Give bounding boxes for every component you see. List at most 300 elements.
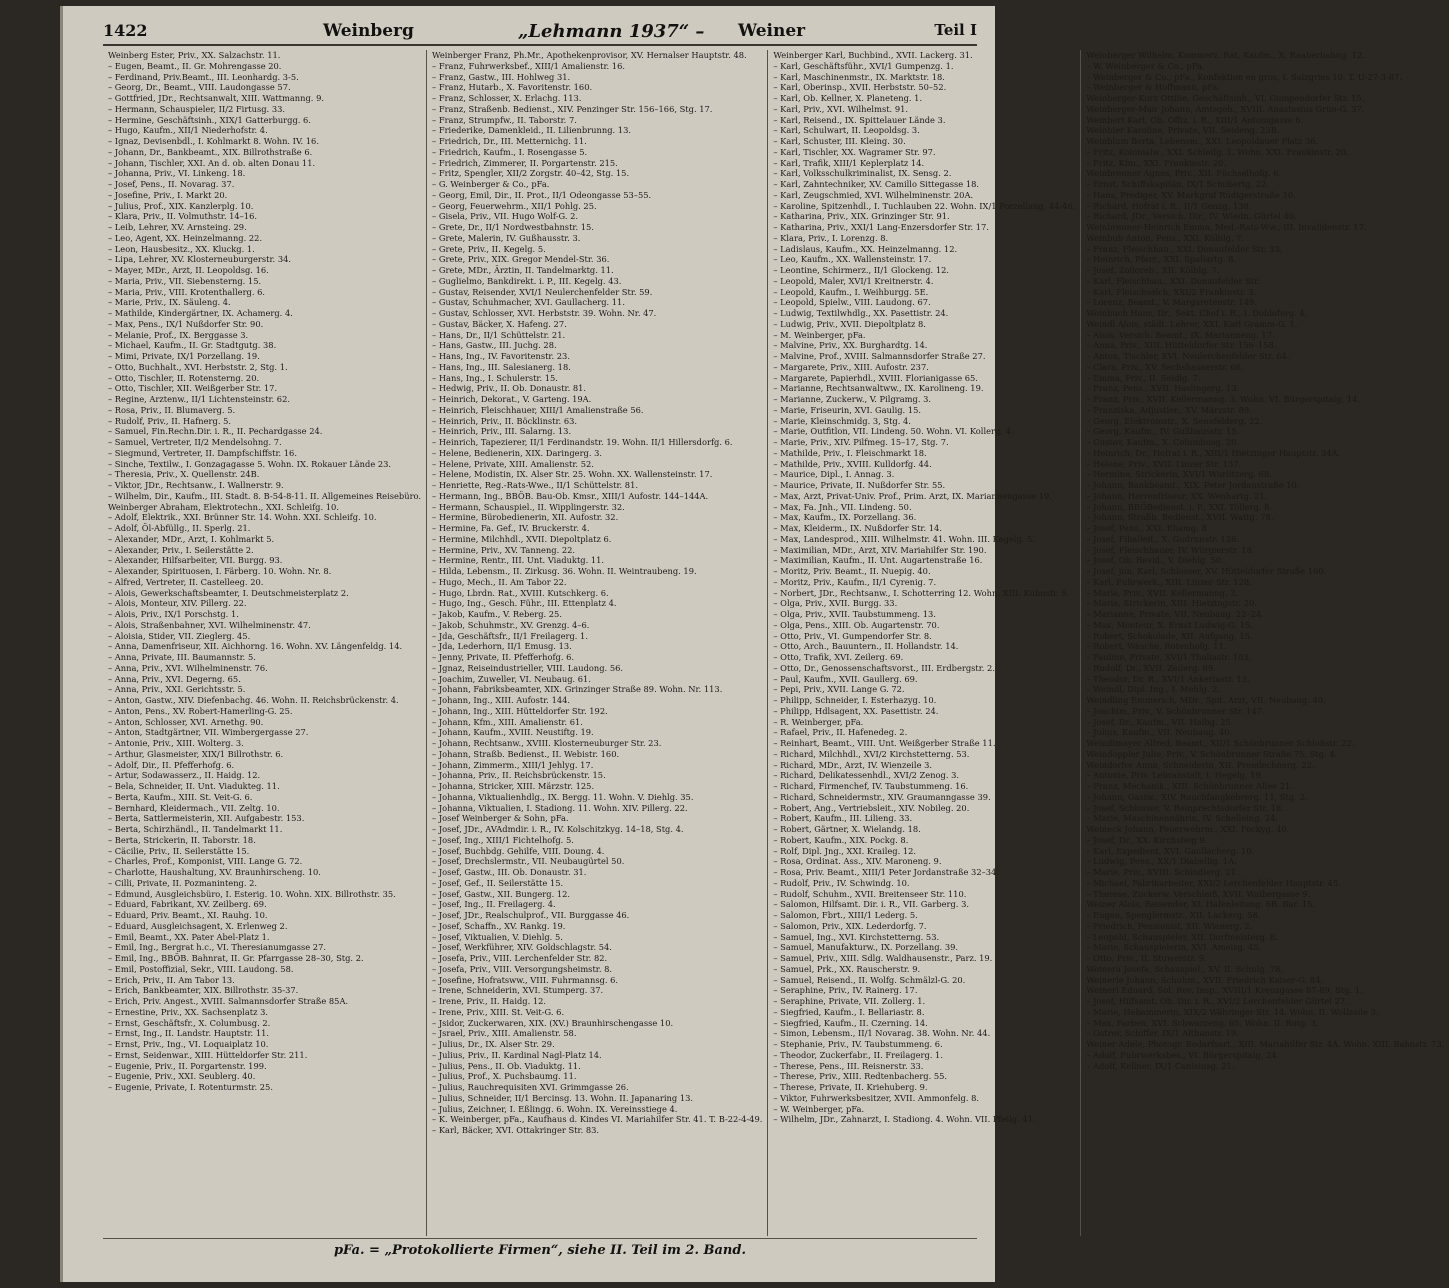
directory-entry: – Berta, Schirzhändl., II. Tandelmarkt 11.	[108, 824, 283, 834]
directory-entry: – Leopold, Kaufm., I. Weihburgg. 5E.	[773, 286, 929, 297]
directory-entry: – Rosa, Priv. Beamt., XIII/1 Peter Jordanstraße 32–34.	[773, 867, 999, 877]
directory-entry: – Theodor, Zuckerfabr., II. Freilagerg. 1.	[773, 1049, 943, 1060]
directory-entry: – Erich, Priv. Angest., XVIII. Salmannsdorfer Straße 85A.	[108, 996, 349, 1006]
directory-entry: Weinbrenner Agnes, Priv., XII. Füchselhofg. 6.	[1086, 168, 1282, 179]
directory-entry: – Otto, Buchhalt., XVI. Herbststr. 2, Stg. 1.	[108, 361, 288, 372]
directory-entry: – Rosa, Priv., II. Blumaverg. 5.	[108, 404, 236, 415]
directory-entry: – Therese, Priv., XIII. Redtenbacherg. 55.	[773, 1071, 948, 1082]
directory-entry: – Berta, Strickerin, II. Taborstr. 18.	[108, 834, 256, 845]
directory-entry: – Therese, Pens., III. Reisnerstr. 33.	[773, 1060, 924, 1071]
directory-entry: – Leontine, Schirmerz., II/1 Glockeng. 12.	[773, 265, 950, 275]
directory-entry: – Josef, Zolloreb., XII. Kölblg. 7.	[1086, 265, 1220, 275]
directory-entry: – Robert, Kaufm., XIX. Pockg. 8.	[773, 834, 909, 845]
directory-entry: Weindlmayer Alfred, Beamt., XII/1 Schönbrunner Schloßstr. 22.	[1086, 738, 1355, 748]
directory-entry: – Richard, MDr., Arzt, IV. Wienzeile 3.	[773, 759, 933, 770]
directory-entry: Weinberg Ester, Priv., XX. Salzachstr. 11.	[108, 50, 281, 60]
directory-entry: – Johann, Fabriksbeamter, XIX. Grinzinger Straße 89. Wohn. Nr. 113.	[432, 684, 723, 695]
directory-entry: Weinberger Karl, Buchbind., XVII. Lackerg. 31.	[773, 50, 973, 60]
directory-entry: – Berta, Kaufm., XIII. St. Veit-G. 6.	[108, 791, 253, 802]
directory-entry: – Hermine, Strickerin, XVI/1 Wurlitzerg. 68.	[1086, 469, 1272, 480]
directory-entry: – Franz, Pens., XVII. Haslingerg. 13.	[1086, 383, 1240, 394]
directory-entry: – Eduard, Ausgleichsagent, X. Erlenweg 2.	[108, 920, 288, 931]
directory-entry: – Gisela, Priv., VII. Hugo Wolf-G. 2.	[432, 211, 579, 222]
directory-entry: – Emil, Beamt., XX. Pater Abel-Platz 1.	[108, 931, 270, 942]
directory-entry: – Adolf, Elektrik., XXI. Brünner Str. 14. Wohn. XXI. Schleifg. 10.	[108, 512, 377, 523]
directory-entry: – Helene, Modistin, IX. Alser Str. 25. Wohn. XX. Wallensteinstr. 17.	[432, 469, 713, 480]
directory-entry: – Leib, Lehrer, XV. Arnsteing. 29.	[108, 222, 247, 232]
directory-entry: – Johann, Rechtsanw., XVIII. Klosterneuburger Str. 23.	[432, 738, 662, 748]
directory-entry: – Anna, Private, III. Baumannstr. 5.	[108, 652, 256, 662]
directory-entry: – Ignaz, Devisenbdl., I. Kohlmarkt 8. Wohn. IV. 16.	[108, 136, 319, 146]
directory-entry: – Eugenie, Private, I. Rotenturmstr. 25.	[108, 1082, 273, 1092]
directory-entry: – Marianne, Private, VII. Neubaug. 22–24.	[1086, 609, 1264, 619]
directory-entry: – Maximilian, Kaufm., II. Unt. Augartenstraße 16.	[773, 555, 983, 566]
directory-entry: – Lorenz, Beamt., V. Margaretenstr. 149.	[1086, 297, 1257, 308]
directory-entry: – Johann, Bankbeamt., XIX. Peter Jordanstraße 10.	[1086, 480, 1300, 490]
directory-entry: – Weinberger & Hoffmann, pFa.	[1086, 82, 1220, 93]
directory-entry: – Josef, Ing., II. Freilagerg. 4.	[432, 899, 556, 910]
directory-entry: – Karl, Maschinenmstr., IX. Marktstr. 18.	[773, 71, 945, 82]
directory-entry: – Leo, Agent, XX. Heinzelmanng. 22.	[108, 232, 263, 243]
directory-entry: – Sinche, Textilw., I. Gonzagagasse 5. Wohn. IX. Rokauer Lände 23.	[108, 458, 392, 469]
directory-entry: – Emil, Postoffizial, Sekr., VIII. Laudong. 58.	[108, 963, 294, 974]
page-header	[103, 20, 977, 46]
directory-entry: – Eugen, Beamt., II. Gr. Mohrengasse 20.	[108, 60, 282, 71]
directory-entry: Weinbier Karoline, Private, VII. Seideng. 23B.	[1086, 125, 1280, 136]
directory-entry: – Wilhelm, Dir., Kaufm., III. Stadt. 8. B-54-8-11. II. Allgemeines Reisebüro.	[108, 490, 422, 501]
directory-entry: – Gustav, Schuhmacher, XVI. Gaullacherg. 11.	[432, 297, 625, 308]
directory-entry: – Samuel, Ing., XVI. Kirchstetterng. 53.	[773, 931, 940, 942]
directory-entry: – Adolf, Fuhrwerksbes., VI. Bürgerspitalg. 24.	[1086, 1049, 1280, 1060]
directory-entry: – Hans, Dr., II/1 Schüttelstr. 21.	[432, 329, 566, 340]
directory-entry: – W. Weinberger & Co., pFa.	[1086, 60, 1205, 71]
directory-entry: – Jsrael, Priv., XIII. Amalienstr. 58.	[432, 1028, 577, 1039]
directory-entry: – Robert, Schokolade, XII. Aufgang. 15.	[1086, 630, 1253, 641]
directory-entry: – Josef, Schlosser, V. Reinprechtsdorfer Str. 18.	[1086, 802, 1284, 813]
directory-column-3	[767, 50, 1080, 1236]
directory-entry: – Karl, Reisend., IX. Spittelauer Lände 3.	[773, 114, 946, 125]
directory-entry: – Alois, Straßenbahner, XVI. Wilhelminenstr. 47.	[108, 619, 311, 630]
directory-entry: – Ludwig, Pens., XX/1 Diabellig. 1A.	[1086, 856, 1237, 867]
directory-entry: – Julius, Rauchrequisiten XVI. Grimmgasse 26.	[432, 1082, 629, 1092]
directory-entry: – Georg, Kaufm., IV. Gußhausstr. 15.	[1086, 426, 1240, 437]
directory-entry: – Otto, Priv., II. Stuwerstr. 9.	[1086, 953, 1207, 963]
directory-entry: – Josef, Fleischhauer, IV. Würgierstr. 18.	[1086, 544, 1255, 555]
directory-entry: – Max, Pens., IX/1 Nußdorfer Str. 90.	[108, 318, 264, 329]
directory-entry: – Pepi, Priv., XVII. Lange G. 72.	[773, 684, 905, 695]
page-footer-note: pFa. = „Protokollierte Firmen“, siehe II. Teil im 2. Band.	[103, 1238, 977, 1260]
directory-entry: – Klara, Priv., II. Volmuthstr. 14–16.	[108, 211, 258, 222]
directory-entry: – Ferdinand, Priv.Beamt., III. Leonhardg. 3-5.	[108, 71, 299, 82]
directory-entry: – Richard, Firmenchef, IV. Taubstummeng. 16.	[773, 781, 969, 791]
directory-entry: – Aloisia, Stider, VII. Zieglerg. 45.	[108, 630, 251, 641]
directory-entry: – Maria, Strickerin, XIII. Hietzingstr. 20.	[1086, 598, 1257, 609]
directory-entry: – Maximilian, MDr., Arzt, XIV. Mariahilfer Str. 190.	[773, 544, 987, 555]
directory-entry: – Seraphine, Priv., IV. Rainerg. 17.	[773, 985, 918, 996]
directory-entry: – Franz, Fuhrwerksbef., XIII/1 Amalienstr. 16.	[432, 60, 625, 71]
directory-entry: – Samuel, Manufakturw., IX. Porzellang. 39.	[773, 942, 959, 953]
directory-entry: – Anna, Damenfriseur, XII. Aichhorng. 16. Wohn. XV. Längenfeldg. 14.	[108, 641, 403, 652]
directory-entry: – Artur, Sodawasserz., II. Haidg. 12.	[108, 770, 261, 781]
directory-entry: – Heinrich, Dekorat., V. Garteng. 19A.	[432, 394, 592, 404]
directory-entry: – Arthur, Glasmeister, XIX/1 Billrothstr. 6.	[108, 748, 284, 759]
directory-entry: – Stephanie, Priv., IV. Taubstummeng. 6.	[773, 1039, 943, 1049]
directory-entry: Weinberger Franz, Ph.Mr., Apothekenprovisor, XV. Hernalser Hauptstr. 48.	[432, 50, 747, 60]
directory-entry: – Ernst, Ing., II. Landstr. Hauptstr. 11.	[108, 1028, 270, 1039]
directory-entry: – Ernestine, Priv., XX. Sachsenplatz 3.	[108, 1006, 269, 1017]
directory-entry: – Karl, Schulwart, II. Leopoldsg. 3.	[773, 125, 920, 136]
directory-entry: – Marie, Outfitlon, VII. Lindeng. 50. Wohn. VI. Kollerg. 4.	[773, 426, 1014, 437]
directory-entry: – Rudolf, Schuhm., XVII. Breitenseer Str. 110.	[773, 888, 967, 899]
directory-entry: – Eugenie, Priv., XXI. Seublerg. 40.	[108, 1071, 256, 1082]
directory-entry: – Johann, Herrenfriseur, XX. Wenhartg. 21.	[1086, 490, 1268, 501]
directory-entry: – Heinrich, Pfarr., XXI. Spallartg. 8.	[1086, 254, 1237, 265]
directory-entry: – Hermine, Priv., XV. Tanneng. 22.	[432, 544, 576, 555]
directory-entry: – Hilda, Lebensm., II. Zirkusg. 36. Wohn. II. Weintraubeng. 19.	[432, 566, 697, 576]
directory-entry: – Josef, Drechslermstr., VII. Neubaugürtel 50.	[432, 856, 625, 867]
directory-entry: – Jakob, Schuhmstr., XV. Grenzg. 4–6.	[432, 619, 590, 630]
right-running-head: Weiner	[738, 21, 806, 41]
directory-entry: – Johann, Dr., Bankbeamt., XIX. Billrothstraße 6.	[108, 146, 313, 157]
directory-entry: – Otto, Trafik, XVI. Zeilerg. 69.	[773, 652, 904, 662]
directory-entry: – Therese, Zuckerw. Verschleiß, XVII. Waibergasse 9.	[1086, 888, 1311, 899]
directory-entry: Weindorfer Anna, Schneiderin, XII. Premlechnerg. 22.	[1086, 759, 1315, 770]
directory-entry: – Grete, MDr., Ärztin, II. Tandelmarktg. 11.	[432, 265, 614, 275]
directory-entry: – Fritz, Kfm., XXI. Frankinstr. 20.	[1086, 157, 1227, 168]
directory-entry: – Viktor, Fuhrwerksbesitzer, XVII. Ammonfelg. 8.	[773, 1092, 980, 1103]
directory-entry: – Anton, Pens., XV. Robert-Hamerling-G. 25.	[108, 705, 293, 716]
directory-entry: – Robert, Ang., Vertriebsleit., XIV. Nobileg. 20.	[773, 802, 970, 813]
directory-entry: – Karoline, Spitzenhdl., I. Tuchlauben 22. Wohn. IX/1 Porzellang. 44-46.	[773, 200, 1076, 211]
directory-entry: – Wilhelm, JDr., Zahnarzt, I. Stadiong. 4. Wohn. VII. Pfeilg. 41.	[773, 1114, 1036, 1125]
directory-entry: Weinbert Karl, Ob. Offiz. i. R., XIII/1 Antonigasse 6.	[1086, 114, 1304, 125]
directory-entry: – Reinhart, Beamt., VIII. Unt. Weißgerber Straße 11.	[773, 738, 996, 748]
directory-entry: – Samuel, Fin.Rechn.Dir. i. R., II. Pechardgasse 24.	[108, 426, 323, 437]
directory-entry: – Alois, Gewerkschaftsbeamter, I. Deutschmeisterplatz 2.	[108, 587, 349, 598]
directory-entry: – Julius, Kaufm., VII. Neubaug. 40.	[1086, 727, 1233, 738]
directory-entry: – Gottfried, JDr., Rechtsanwalt, XIII. Wattmanng. 9.	[108, 93, 324, 103]
directory-entry: – Seraphine, Private, VII. Zollerg. 1.	[773, 996, 926, 1006]
directory-entry: – Salomon, Priv., XIX. Lederdorfg. 7.	[773, 920, 927, 931]
directory-entry: – Robert, Wäsche, Rotenhofg. 11.	[1086, 641, 1227, 652]
directory-entry: – Erich, Priv., II. Am Tabor 13.	[108, 974, 235, 985]
directory-entry: – Joachim, Zuweller, VI. Neubaug. 61.	[432, 673, 591, 684]
directory-entry: – Julius, Prof., XIX. Kanzlerplg. 10.	[108, 200, 254, 211]
directory-entry: – Jda, Lederhorn, II/1 Emusg. 13.	[432, 641, 572, 652]
directory-entry: – Theodor, Dr. R., XVI/1 Ankerlastr. 13.	[1086, 673, 1250, 684]
directory-entry: – Franz, Schlosser, X. Erlachg. 113.	[432, 93, 582, 103]
directory-entry: – Anna, Priv., XIII. Hütteldorfer Str. 156–158.	[1086, 340, 1277, 351]
directory-entry: Weindoppler Julie, Priv., V. Schönbrunner Straße 75, Stg. 4.	[1086, 748, 1338, 759]
directory-entry: – Samuel, Prk., XX. Rauscherstr. 9.	[773, 963, 921, 974]
directory-entry: – K. Weinberger, pFa., Kaufhaus d. Kindes VI. Mariahilfer Str. 41. T. B-22-4-49.	[432, 1114, 763, 1125]
directory-entry: – Johann, BBÖBedienst. i. P., XXI. Töllerg. 8.	[1086, 501, 1272, 512]
directory-entry: – Heinrich, Fleischhauer, XIII/1 Amalienstraße 56.	[432, 404, 644, 415]
directory-entry: – Johann, Ing., XIII. Hütteldorfer Str. 192.	[432, 705, 608, 716]
directory-entry: – Leon, Hausbesitz., XX. Kluckg. 1.	[108, 243, 255, 254]
directory-entry: – Josef, Gastw., III. Ob. Donaustr. 31.	[432, 867, 587, 877]
directory-entry: – Olga, Pens., XIII. Ob. Augartenstr. 70.	[773, 619, 940, 630]
directory-entry: – Hugo, Mech., II. Am Tabor 22.	[432, 576, 567, 587]
directory-entry: – Julius, Schneider, II/1 Bercinsg. 13. Wohn. II. Japanaring 13.	[432, 1092, 694, 1103]
directory-entry: – Alfred, Vertreter, II. Castelleeg. 20.	[108, 576, 264, 587]
directory-entry: – Friedrich, Kaufm., I. Rosengasse 5.	[432, 146, 588, 157]
directory-entry: – Max, Landesprod., XIII. Wilhelmstr. 41. Wohn. III. Kegelg. 5.	[773, 533, 1035, 544]
directory-entry: – Karl, Bäcker, XVI. Ottakringer Str. 83.	[432, 1125, 600, 1135]
directory-entry: – Eduard, Fabrikant, XV. Zeilberg. 69.	[108, 899, 267, 910]
directory-entry: – Alois, Priv., IX/1 Porschstg. 1.	[108, 609, 239, 619]
directory-entry: – Robert, Kaufm., III. Lilieng. 33.	[773, 813, 913, 824]
directory-entry: – Heinrich, Tapezierer, II/1 Ferdinandstr. 19. Wohn. II/1 Hillersdorfg. 6.	[432, 437, 733, 447]
directory-entry: – Hugo, Kaufm., XII/1 Niederhofstr. 4.	[108, 125, 268, 136]
directory-entry: – Hans, Prediger, XV. Markgraf Rüdigerstraße 10.	[1086, 189, 1296, 200]
directory-column-1	[103, 50, 426, 1236]
directory-entry: – Marie, Kleinschmidg. 3, Stg. 4.	[773, 415, 911, 426]
directory-entry: – Moritz, Priv., Kaufm., II/1 Cyrenig. 7.	[773, 576, 937, 587]
directory-entry: – Richard, JDr., Versich. Dir., IV. Wiedn. Gürtel 40.	[1086, 211, 1297, 222]
directory-entry: – Charlotte, Haushaltung, XV. Braunhirscheng. 10.	[108, 867, 321, 877]
directory-entry: Weinera Josefa, Schauspiel., XV. II. Schulg. 78.	[1086, 963, 1284, 974]
directory-entry: – Josef, JDr., AVAdmdir. i. R., IV. Kolschitzkyg. 14–18, Stg. 4.	[432, 824, 684, 834]
directory-entry: – Maurice, Private, II. Nußdorfer Str. 55.	[773, 480, 946, 490]
directory-entry: – Max, Monteur, X. Ernst Ludwig-G. 15.	[1086, 619, 1253, 630]
directory-entry: – Johann, Zimmerm., XIII/1 Jehlyg. 17.	[432, 759, 594, 770]
directory-entry: – Malvine, Prof., XVIII. Salmannsdorfer Straße 27.	[773, 351, 986, 361]
directory-entry: – Margarete, Papierhdl., XVIII. Florianigasse 65.	[773, 372, 978, 383]
directory-entry: – Lipa, Lehrer, XV. Klosterneuburgerstr. 34.	[108, 254, 292, 265]
directory-entry: – Josef, Ob. Revid., V. Diehlg. 50.	[1086, 555, 1224, 566]
directory-entry: – Johann, Straßb. Bedienst., II. Webistr. 160.	[432, 748, 620, 759]
directory-entry: – Erich, Bankbeamter, XIX. Billrothstr. 35-37.	[108, 985, 299, 996]
directory-entry: – Georg, Elektromstr., X. Senefelderg. 22.	[1086, 415, 1263, 426]
directory-entry: – Otto, Dr., Genossenschaftsvorst., III. Erdbergstr. 2.	[773, 662, 995, 673]
directory-entry: – Marie, Priv., IX. Säuleng. 4.	[108, 297, 231, 308]
directory-entry: – Ernst, Seidenwar., XIII. Hütteldorfer Str. 211.	[108, 1049, 308, 1060]
directory-entry: – Georg, Emil, Dir., II. Prot., II/1 Odeongasse 53–55.	[432, 189, 652, 200]
directory-entry: – Mathilde, Kindergärtner, IX. Achamerg. 4.	[108, 308, 293, 318]
directory-entry: – Richard, Delikatessenhdl., XVI/2 Zenog. 3.	[773, 770, 960, 781]
directory-entry: – Malvine, Priv., XX. Burghardtg. 14.	[773, 340, 928, 351]
directory-entry: – Josef, JDr., Realschulprof., VII. Burggasse 46.	[432, 910, 630, 920]
directory-entry: – Pauline, Private, XVI/1 Thaliastr. 103.	[1086, 652, 1252, 662]
directory-entry: Weinberger-Mair Johann, Amtsgeh., XVIII. Anastasius Grün-G. 37.	[1086, 103, 1365, 114]
directory-entry: – Julius, Pens., II. Ob. Viaduktg. 11.	[432, 1060, 581, 1071]
directory-entry: – Antonie, Priv. Lehranstalt, I. Hegelg. 19.	[1086, 770, 1264, 781]
directory-entry: – Gustav, Kaufm., X. Columbusg. 20.	[1086, 437, 1240, 447]
directory-entry: – Emma, Priv., II. Seidlg. 7.	[1086, 372, 1201, 383]
directory-entry: – Hermine, Rentr., III. Unt. Viaduktg. 11.	[432, 555, 605, 566]
directory-entry: – Johann, Kaufm., XVIII. Neustiftg. 19.	[432, 727, 594, 738]
directory-entry: Weinberger-Kurz Ottilie, Geschäftsinh., VI. Gumpendorfer Str. 15.	[1086, 93, 1365, 103]
directory-entry: – Anton, Stadtgärtner, VII. Wimbergergasse 27.	[108, 727, 309, 738]
directory-entry: – Josef, Dr., Kaufm., VII. Halbg. 25.	[1086, 716, 1234, 727]
directory-entry: – Edmund, Ausgleichsbüro, I. Esterig. 10. Wohn. XIX. Billrothstr. 35.	[108, 888, 396, 899]
directory-entry: – Heinrich, Priv., II. Böcklinstr. 63.	[432, 415, 578, 426]
directory-entry: – Marie, Hebammerin, XIX/2 Währinger Str. 14. Wohn. II. Wollzeile 3.	[1086, 1006, 1379, 1017]
directory-entry: – Friedrich, Zimmerer, II. Porgartenstr. 215.	[432, 157, 618, 168]
directory-entry: – Anton, Gastw., XIV. Diefenbachg. 46. Wohn. II. Reichsbrückenstr. 4.	[108, 695, 399, 705]
directory-entry: – Maurice, Dipl., I. Annag. 3.	[773, 469, 895, 480]
directory-entry: Weiner Alois, Reisender, XI. Hafenleiteng. 6B. Bar. 15.	[1086, 899, 1315, 910]
directory-entry: – Georg, Feuerwehrm., XII/1 Pohlg. 25.	[432, 200, 597, 211]
directory-entry: – Hermann, Schauspieler, II/2 Firtusg. 33.	[108, 103, 286, 114]
directory-entry: – Anna, Priv., XVI. Wilhelminenstr. 76.	[108, 662, 268, 673]
directory-entry: – Richard, Hofrat i. R., II/1 Genzg. 138.	[1086, 200, 1252, 211]
directory-entry: – Clara, Priv., XV. Sechshauserstr. 66.	[1086, 361, 1244, 372]
directory-entry: – Marie, Maschinennährin, IV. Schelleing. 24.	[1086, 813, 1278, 824]
directory-entry: – Josefine, Priv., I. Markt 20.	[108, 189, 228, 200]
directory-entry: – Gustav, Reisender, XVI/1 Neulerchenfelder Str. 59.	[432, 286, 653, 297]
directory-entry: – Maria, Priv., XVII. Kellermanng. 3.	[1086, 587, 1239, 598]
directory-entry: – Leopold, Schauspieler, XII. Dorfmeisterg. 8.	[1086, 931, 1278, 942]
directory-entry: – Fritz, Kolonialw., XXI. Schleifg. 1. Wohn. XXI. Frankinstr. 20.	[1086, 146, 1349, 157]
directory-entry: – Johann, Gastw., XIV. Rauchfangkehrerg. 11, Stg. 2.	[1086, 791, 1308, 802]
directory-entry: – Karl, Oberinsp., XVII. Herbststr. 50–52.	[773, 82, 947, 93]
directory-entry: – Samuel, Vertreter, II/2 Mendelsohng. 7.	[108, 437, 282, 447]
directory-entry: – Adolf, Dir., II. Pfefferhofg. 6.	[108, 759, 235, 770]
directory-entry: – Cilli, Private, II. Pozmaninteng. 2.	[108, 877, 258, 888]
directory-entry: – Jgnaz, Reiseindustrieller, VIII. Laudong. 56.	[432, 662, 624, 673]
directory-entry: – Charles, Prof., Komponist, VIII. Lange G. 72.	[108, 856, 303, 867]
directory-entry: – Johann, Kfm., XIII. Amalienstr. 61.	[432, 716, 583, 727]
directory-entry: – Ladislaus, Kaufm., XX. Heinzelmanng. 12.	[773, 243, 958, 254]
directory-entry: – Maria, Priv., VIII. Krotenthallerg. 6.	[108, 286, 266, 297]
directory-entry: Weinbuch Hans, Dr., Sekt. Chef i. R., I. Dobloferg. 4.	[1086, 308, 1308, 318]
left-running-head: Weinberg	[323, 21, 414, 41]
directory-entry: – Grete, Priv., II. Kegelg. 5.	[432, 243, 546, 254]
directory-entry: – Johann, Ing., XIII. Aufostr. 144.	[432, 695, 571, 705]
directory-entry: – Irene, Schneiderin, XVI. Stumperg. 37.	[432, 985, 604, 996]
directory-entry: – Otto, Arch., Bauuntern., II. Hollandstr. 14.	[773, 641, 959, 652]
directory-columns	[103, 50, 1445, 1236]
directory-entry: Weinbrenner-Heinrich Emma, Med.-Rats-Ww., III. Invalidenstr. 17.	[1086, 222, 1367, 232]
directory-entry: – R. Weinberger, pFa.	[773, 716, 864, 727]
directory-entry: – Cäcilie, Priv., II. Seilerstätte 15.	[108, 845, 250, 856]
directory-entry: – Franz, Straßenb. Bedienst., XIV. Penzinger Str. 156–166, Stg. 17.	[432, 103, 713, 114]
directory-entry: – Mathilde, Priv., I. Fleischmarkt 18.	[773, 447, 927, 458]
directory-entry: – Berta, Sattlermeisterin, XII. Aufgabestr. 153.	[108, 813, 305, 824]
directory-entry: – Karl, Volksschulkriminalist, IX. Sensg. 2.	[773, 168, 952, 179]
directory-entry: – Therese, Private, II. Kriehuberg. 9.	[773, 1082, 928, 1092]
directory-entry: Weiner Adele, Photogr. Bedarfsart., XIII. Mariahilfer Str. 4A. Wohn. XIII. Bahnstr. 73.	[1086, 1039, 1445, 1049]
directory-entry: – Hans, Ing., III. Salesianerg. 18.	[432, 361, 571, 372]
directory-entry: – Max, Kaufm., IX. Porzellang. 36.	[773, 512, 917, 523]
directory-entry: – Anton, Tischler, XVI. Neulerchenfelder Str. 64.	[1086, 351, 1290, 361]
directory-entry: – Karl, Ob. Kellner, X. Planeteng. 1.	[773, 93, 923, 103]
directory-entry: – Irene, Priv., XIII. St. Veit-G. 6.	[432, 1006, 565, 1017]
directory-entry: – Moritz, Priv. Beamt., II. Nuepig. 40.	[773, 566, 931, 576]
directory-entry: – Franz, Gastw., III. Hohlweg 31.	[432, 71, 571, 82]
directory-entry: – Karl, Fleischselch, XXI/2 Frankinstr. 3.	[1086, 286, 1257, 297]
directory-entry: – Rudolf, Priv., II. Hafnerg. 5.	[108, 415, 232, 426]
directory-entry: – Robert, Gärtner, X. Wielandg. 18.	[773, 824, 921, 834]
directory-entry: – Josef, Ing., XIII/1 Fichtelhofg. 5.	[432, 834, 574, 845]
directory-entry: – Josef, Buchbdg. Gehilfe, VIII. Doung. 4.	[432, 845, 605, 856]
directory-entry: – Adolf, Öl-Abfüllg., II. Sperlg. 21.	[108, 523, 251, 533]
directory-entry: – Franz, Priv., XVII. Kellermanng. 3. Wohn. VI. Bürgerspitalg. 14.	[1086, 394, 1361, 404]
directory-entry: – Mathilde, Priv., XVIII. Kulldorfg. 44.	[773, 458, 932, 469]
directory-entry: – Michael, Kaufm., II. Gr. Stadtgutg. 38.	[108, 340, 277, 351]
directory-entry: – Ernst, Geschäftsfr., X. Columbusg. 2.	[108, 1017, 271, 1028]
directory-entry: – Henriette, Reg.-Rats-Wwe., II/1 Schüttelstr. 81.	[432, 480, 639, 490]
directory-entry: – Heinrich, Dr., Hofrat i. R., XIII/1 Hietzinger Hauptstr. 34A.	[1086, 447, 1341, 458]
directory-entry: – Ernst, Priv., Ing., VI. Loquaiplatz 10.	[108, 1039, 269, 1049]
directory-entry: – Adolf, Kellner, IX/1 Canisiusg. 21.	[1086, 1060, 1235, 1071]
directory-entry: – Anton, Schlosser, XVI. Arnethg. 90.	[108, 716, 264, 727]
directory-entry: – Philipp, Schneider, I. Esterhazyg. 10.	[773, 695, 937, 705]
directory-entry: – Karl, Tischler, XX. Wagramer Str. 97.	[773, 146, 936, 157]
directory-entry: – Max, Fa. Jnh., VII. Lindeng. 50.	[773, 501, 912, 512]
directory-entry: – Hans, Ing., I. Schulerstr. 15.	[432, 372, 558, 383]
directory-entry: – Hermann, Ing., BBÖB. Bau-Ob. Kmsr., XIII/1 Aufostr. 144–144A.	[432, 490, 709, 501]
directory-entry: – Josef, Pens., II. Novarag. 37.	[108, 179, 235, 189]
directory-entry: – Josefa, Priv., VIII. Versorgungsheimstr. 8.	[432, 963, 613, 974]
directory-entry: – Guglielmo, Bankdirekt. i. P., III. Kegelg. 43.	[432, 275, 622, 286]
directory-entry: – Josef, Filialleit., X. Gudrunstr. 126.	[1086, 533, 1240, 544]
part-label: Teil I	[934, 21, 977, 39]
directory-entry: Weineck Johann, Feuerwehrm., XXI. Fockyg. 40.	[1086, 824, 1290, 834]
directory-entry: – Emil, Ing., Bergrat h.c., VI. Theresianumgasse 27.	[108, 942, 326, 953]
directory-entry: – Marie, Priv., XIV. Pilfmeg. 15–17, Stg. 7.	[773, 437, 949, 447]
directory-entry: – Grete, Priv., XIX. Gregor Mendel-Str. 36.	[432, 254, 610, 265]
directory-entry: – Josef Weinberger & Sohn, pFa.	[432, 813, 569, 824]
directory-entry: – Max, Arzt, Privat-Univ. Prof., Prim. Arzt, IX. Mariannengasse 19.	[773, 490, 1052, 501]
directory-entry: – Rudolf, Priv., IV. Schwindg. 10.	[773, 877, 910, 888]
directory-entry: – Julius, Prof., X. Puchsbaumg. 11.	[432, 1071, 577, 1082]
directory-entry: – Jakob, Kaufm., V. Reberg. 25.	[432, 609, 562, 619]
publication-title: „Lehmann 1937“ –	[518, 21, 705, 42]
directory-entry: – Karl, Zeugschmied, XVI. Wilhelminenstr. 20A.	[773, 189, 974, 200]
directory-entry: – Samuel, Reisend., II. Wolfg. Schmälzl-G. 20.	[773, 974, 966, 985]
directory-entry: – Josef, Pens., XXI. Ehamg. 8.	[1086, 523, 1210, 533]
directory-entry: – Melanie, Prof., IX. Berggasse 3.	[108, 329, 249, 340]
directory-entry: – Franz, Fleischhau., XXI. Donaufelder Str. 33.	[1086, 243, 1283, 254]
page-number: 1422	[103, 21, 148, 40]
directory-entry: – Richard, Milchhdl., XVI/2 Kirchstetterng. 53.	[773, 748, 970, 759]
directory-entry: – Marie, Schauspielerin, XVI. Ameisg. 45.	[1086, 942, 1262, 953]
directory-entry: – Jenny, Private, II. Pfefferhofg. 6.	[432, 652, 575, 662]
directory-entry: – Johanna, Priv., II. Reichsbrückenstr. 15.	[432, 770, 606, 781]
directory-entry: – Norbert, JDr., Rechtsanw., I. Schotterring 12. Wohn. XIII. Kuhnstr. 5.	[773, 587, 1070, 598]
directory-entry: – Rolf, Dipl. Jng., XXI. Kraileg. 12.	[773, 845, 917, 856]
directory-entry: – G. Weinberger & Co., pFa.	[432, 179, 550, 189]
directory-entry: – Weindl, Dipl. Ing., I. Mehlg. 2.	[1086, 684, 1221, 695]
directory-entry: – Leopold, Maler, XVI/1 Kreitnerstr. 4.	[773, 275, 934, 286]
directory-entry: – Jda, Geschäftsfr., II/1 Freilagerg. 1.	[432, 630, 588, 641]
directory-entry: – Eugenie, Priv., II. Porgartenstr. 199.	[108, 1060, 267, 1071]
directory-entry: – Marie, Friseurin, XVI. Gaulig. 15.	[773, 404, 922, 415]
directory-entry: – Bernhard, Kleidermach., VII. Zeltg. 10.	[108, 802, 280, 813]
directory-entry: – Friedrich, Pensionist, XII. Wienerg. 2.	[1086, 920, 1253, 931]
directory-entry: – Salomon, Hilfsamt. Dir. i. R., VII. Garberg. 3.	[773, 899, 970, 910]
directory-entry: – Franz, Strumpfw., II. Taborstr. 7.	[432, 114, 577, 125]
directory-entry: – Julius, Priv., II. Kardinal Nagl-Platz 14.	[432, 1049, 602, 1060]
directory-entry: – Philipp, Hdlsagent, XX. Pasettistr. 24.	[773, 705, 939, 716]
directory-entry: – Josef, Gastw., XII. Bungerg. 12.	[432, 888, 571, 899]
directory-entry: – Klara, Priv., I. Lorenzg. 8.	[773, 232, 889, 243]
directory-entry: – Helene, Bedienerin, XIX. Daringerg. 3.	[432, 447, 603, 458]
directory-entry: – Hugo, Ing., Gesch. Führ., III. Ettenplatz 4.	[432, 598, 617, 609]
directory-entry: – Karl, Zahntechniker, XV. Camillo Sittegasse 18.	[773, 179, 980, 189]
directory-entry: – Johann, Straßb. Bedienst., XVII. Wattg. 78.	[1086, 512, 1274, 523]
directory-entry: – Alexander, MDr., Arzt, I. Kohlmarkt 5.	[108, 533, 275, 544]
directory-entry: Weinberger Abraham, Elektrotechn., XXI. Schleifg. 10.	[108, 501, 339, 512]
directory-entry: – Rafael, Priv., II. Hafenedeg. 2.	[773, 727, 908, 738]
directory-entry: – Hermine, Bürobedienerin, XII. Aufostr. 32.	[432, 512, 619, 523]
directory-entry: – Josef, Schaffn., XV. Rankg. 19.	[432, 920, 566, 931]
directory-entry: – Hermine, Milchhdl., XVII. Diepoltplatz 6.	[432, 533, 612, 544]
directory-entry: – Regine, Arztenw., II/1 Lichtensteinstr. 62.	[108, 394, 291, 404]
